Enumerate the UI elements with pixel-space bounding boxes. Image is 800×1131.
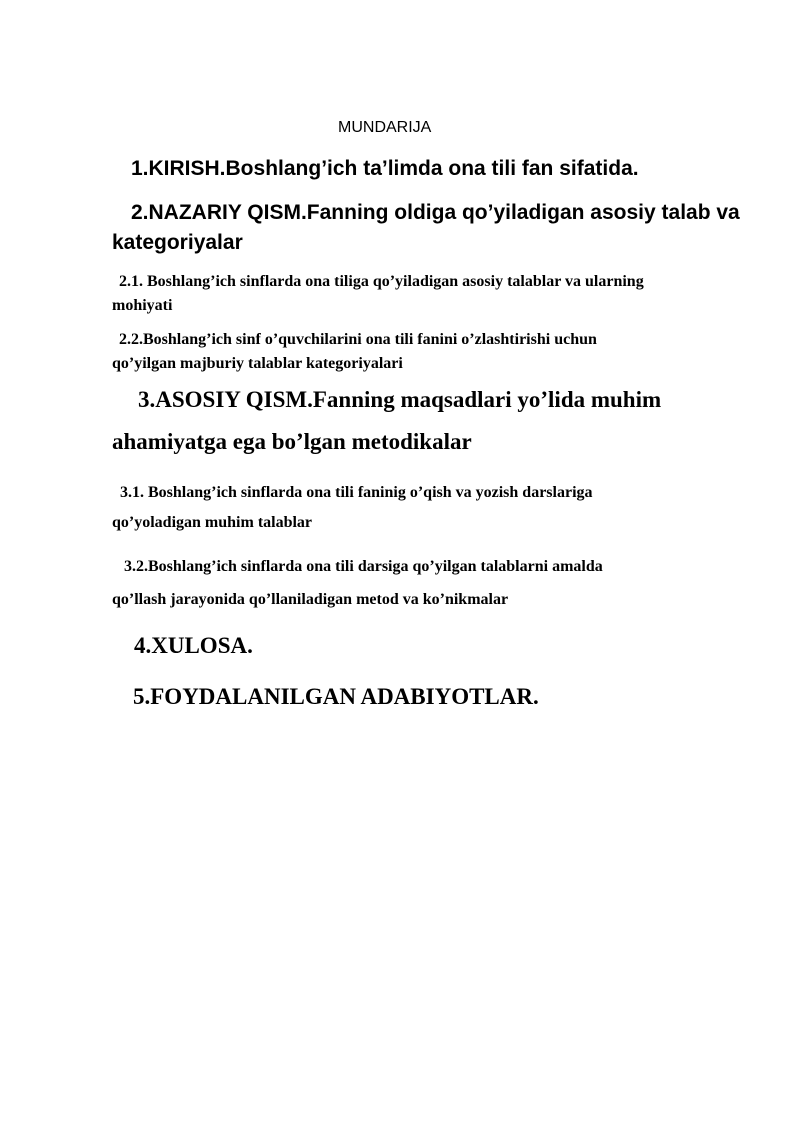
toc-item-3-asosiy-qism-line2: ahamiyatga ega bo’lgan metodikalar: [112, 429, 472, 454]
toc-item-2-nazariy-qism-line2: kategoriyalar: [112, 231, 243, 254]
toc-item-3-2-line2: qo’llash jarayonida qo’llaniladigan metod va ko’nikmalar: [112, 591, 509, 608]
toc-item-3-2-line1: 3.2.Boshlang’ich sinflarda ona tili darsiga qo’yilgan talablarni amalda: [124, 558, 603, 575]
toc-item-2-nazariy-qism-line1: 2.NAZARIY QISM.Fanning oldiga qo’yiladigan asosiy talab va: [131, 201, 740, 224]
toc-item-5-foydalanilgan-adabiyotlar: 5.FOYDALANILGAN ADABIYOTLAR.: [133, 684, 539, 709]
toc-item-4-xulosa: 4.XULOSA.: [134, 633, 253, 658]
toc-item-2-1-line2: mohiyati: [112, 297, 173, 314]
toc-item-2-1-line1: 2.1. Boshlang’ich sinflarda ona tiliga qo’yiladigan asosiy talablar va ularning: [119, 273, 644, 290]
document-title: MUNDARIJA: [338, 119, 432, 136]
toc-item-2-2-line1: 2.2.Boshlang’ich sinf o’quvchilarini ona tili fanini o’zlashtirishi uchun: [119, 331, 597, 348]
toc-item-3-1-line1: 3.1. Boshlang’ich sinflarda ona tili faninig o’qish va yozish darslariga: [120, 484, 593, 501]
toc-item-2-2-line2: qo’yilgan majburiy talablar kategoriyalari: [112, 355, 403, 372]
toc-item-3-asosiy-qism-line1: 3.ASOSIY QISM.Fanning maqsadlari yo’lida muhim: [138, 387, 662, 412]
toc-item-3-1-line2: qo’yoladigan muhim talablar: [112, 514, 313, 531]
toc-item-1-kirish: 1.KIRISH.Boshlang’ich ta’limda ona tili fan sifatida.: [131, 157, 639, 180]
